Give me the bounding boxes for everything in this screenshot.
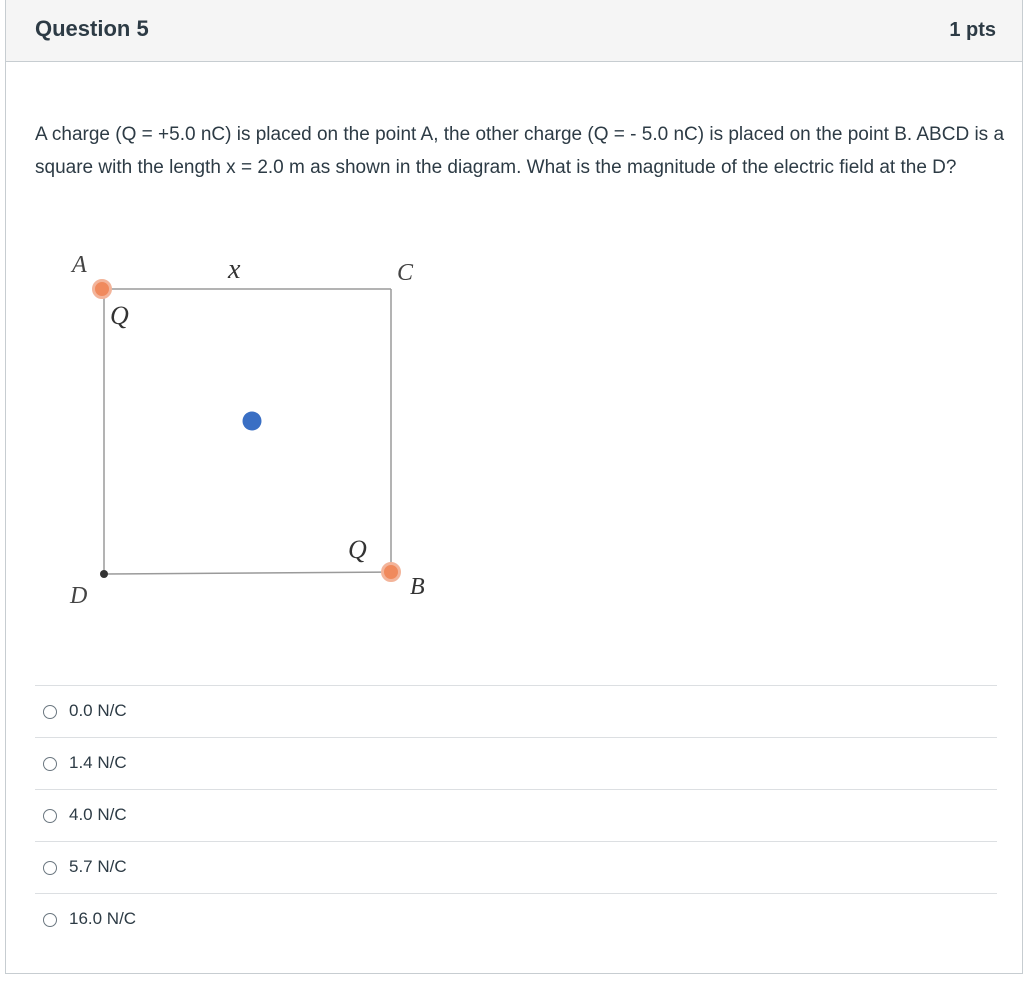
label-x: x — [228, 254, 241, 285]
answer-option[interactable] — [35, 893, 997, 945]
answer-label: 5.7 N/C — [69, 857, 127, 876]
radio-button[interactable] — [43, 705, 57, 719]
charge-b-point — [383, 564, 400, 581]
answer-option[interactable] — [35, 789, 997, 841]
radio-button[interactable] — [43, 757, 57, 771]
radio-button[interactable] — [43, 809, 57, 823]
charge-a-point — [94, 281, 111, 298]
radio-button[interactable] — [43, 913, 57, 927]
answer-label: 1.4 N/C — [69, 753, 127, 772]
answer-option[interactable] — [35, 685, 997, 737]
center-point — [243, 412, 262, 431]
answer-label: 4.0 N/C — [69, 805, 127, 824]
answer-label: 16.0 N/C — [69, 909, 137, 928]
question-header — [6, 0, 1022, 62]
edge-db — [104, 572, 391, 574]
answer-list — [35, 685, 997, 945]
label-b: B — [410, 574, 425, 600]
question-text: A charge (Q = +5.0 nC) is placed on the point A, the other charge (Q = - 5.0 nC) is placed on the point B. ABCD is a square with the length x = 2.0 m as shown in the diagram. What is the magnitude of the electric field at the D? — [35, 124, 1005, 178]
label-c: C — [397, 260, 414, 286]
answer-option[interactable] — [35, 841, 997, 893]
question-title: Question 5 — [35, 16, 149, 41]
charge-b-label: Q — [348, 535, 367, 564]
question-points: 1 pts — [949, 19, 996, 41]
question-card — [5, 0, 1023, 974]
charge-a-label: Q — [110, 301, 129, 330]
square-diagram — [46, 238, 446, 608]
radio-button[interactable] — [43, 861, 57, 875]
label-a: A — [72, 252, 87, 278]
answer-label: 0.0 N/C — [69, 701, 127, 720]
label-d: D — [70, 583, 88, 608]
answer-option[interactable] — [35, 737, 997, 789]
point-d — [100, 570, 108, 578]
